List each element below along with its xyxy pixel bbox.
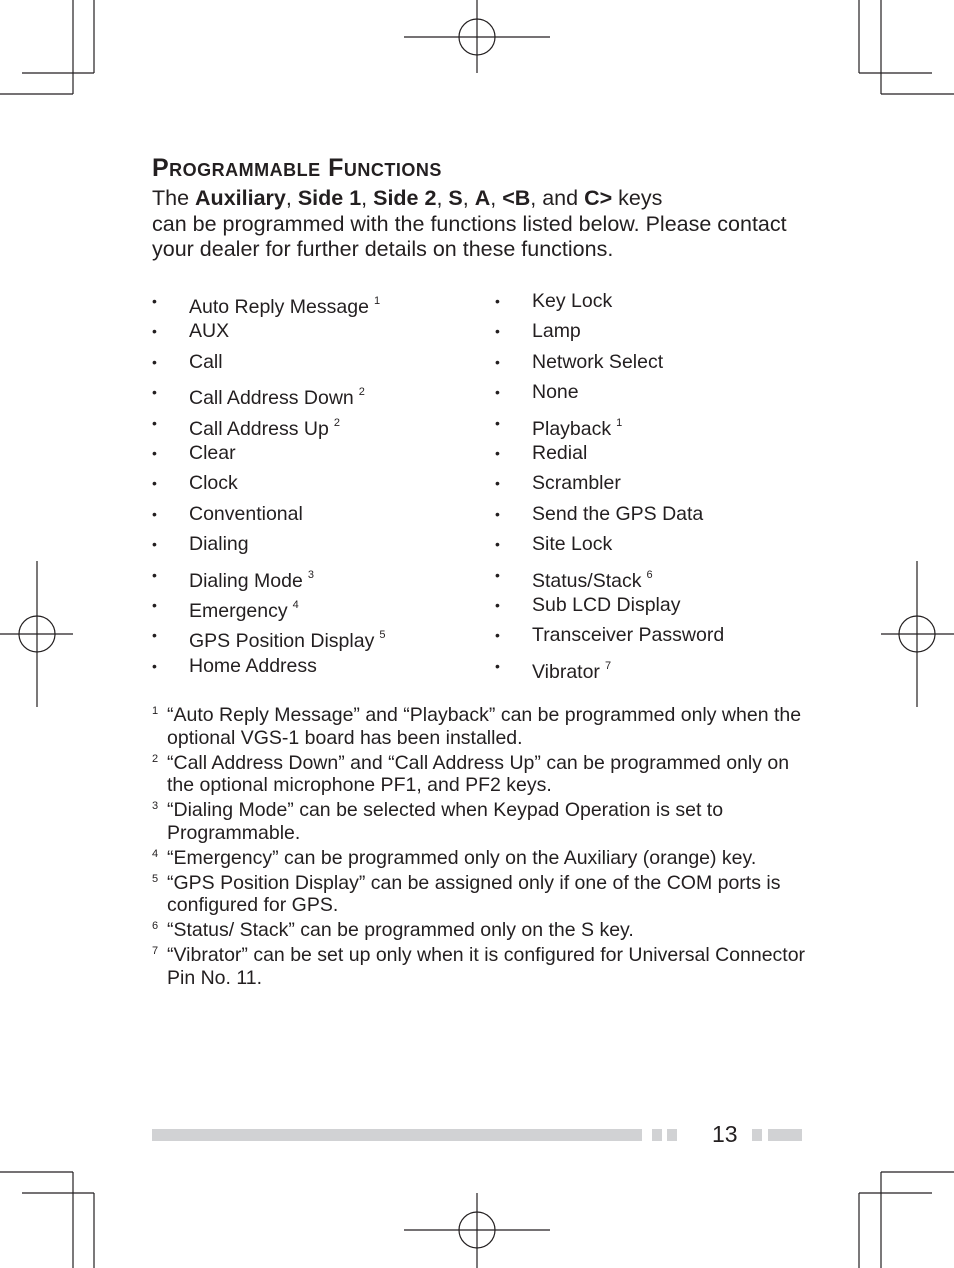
function-name <box>189 501 303 527</box>
bullet-icon: • <box>152 384 157 401</box>
function-name <box>189 379 365 411</box>
key-auxiliary: Auxiliary <box>195 186 286 210</box>
bullet-icon: • <box>495 353 500 370</box>
footnote-marker: 1 <box>373 295 381 307</box>
function-name <box>189 653 317 679</box>
footnote-number: 6 <box>152 920 159 932</box>
footnote-marker: 4 <box>292 598 299 611</box>
bullet-icon: • <box>152 566 157 583</box>
footer-square <box>667 1129 677 1141</box>
bullet-icon: • <box>152 414 157 431</box>
bullet-icon: • <box>152 475 157 492</box>
intro-text: , <box>285 186 298 210</box>
footnote-marker: 2 <box>358 386 365 399</box>
page-number: 13 <box>712 1121 738 1147</box>
footer-bar <box>768 1129 802 1141</box>
intro-text: , <box>462 186 475 210</box>
function-name <box>189 531 249 557</box>
function-label: Sub LCD Display <box>532 593 681 616</box>
key-b: <B <box>502 186 531 210</box>
function-name <box>189 470 238 496</box>
function-label: Send the GPS Data <box>532 502 704 525</box>
bullet-icon: • <box>495 444 500 461</box>
function-name <box>532 379 579 405</box>
function-label: None <box>532 381 579 404</box>
function-name <box>532 440 587 466</box>
function-label: Lamp <box>532 320 581 343</box>
key-side-2: Side 2 <box>373 186 437 210</box>
bullet-icon: • <box>152 293 157 309</box>
function-label: Call <box>189 350 223 373</box>
function-label: Clear <box>189 441 236 464</box>
function-name <box>532 501 703 527</box>
function-label: Call Address Up <box>189 417 329 440</box>
bullet-icon: • <box>495 566 500 583</box>
bullet-icon: • <box>495 596 500 613</box>
footnote-text: “Auto Reply Message” and “Playback” can be programmed only when the optional VGS-1 board has been installed. <box>167 704 802 749</box>
function-label: Conventional <box>189 502 303 525</box>
footnote-text: “Vibrator” can be set up only when it is configured for Universal Connector Pin No. 11. <box>167 944 806 989</box>
bullet-icon: • <box>495 384 500 401</box>
function-label: Scrambler <box>532 472 621 495</box>
bullet-icon: • <box>495 323 500 340</box>
function-label: Auto Reply Message <box>189 296 369 318</box>
function-name <box>532 349 663 375</box>
intro-text: The <box>152 186 196 210</box>
bullet-icon: • <box>495 657 500 674</box>
key-a: A <box>474 186 491 210</box>
function-name <box>189 318 229 344</box>
intro-text: keys <box>612 186 663 210</box>
footnote-marker: 5 <box>379 629 386 642</box>
bullet-icon: • <box>152 353 157 370</box>
bullet-icon: • <box>495 627 500 644</box>
function-label: Emergency <box>189 599 288 622</box>
footnotes <box>152 704 812 992</box>
footnote-number: 2 <box>152 752 159 765</box>
footnote <box>152 752 812 797</box>
key-side-1: Side 1 <box>297 186 362 210</box>
function-name <box>189 622 385 654</box>
function-label: Playback <box>532 417 612 440</box>
function-name <box>532 318 581 344</box>
footnote-marker: 2 <box>333 416 340 429</box>
function-name <box>189 410 340 442</box>
bullet-icon: • <box>152 657 157 674</box>
bullet-icon: • <box>152 536 157 553</box>
function-name <box>532 410 622 442</box>
footnote-text: “Dialing Mode” can be selected when Keypad Operation is set to Programmable. <box>167 799 724 844</box>
function-name <box>532 622 724 648</box>
footnote-number: 7 <box>152 945 159 957</box>
bullet-icon: • <box>495 505 500 522</box>
footnote-number: 1 <box>152 705 159 717</box>
function-label: Vibrator <box>532 660 600 683</box>
function-label: Redial <box>532 441 588 464</box>
function-label: Dialing Mode <box>189 569 303 592</box>
function-name <box>189 440 236 466</box>
intro-text: , <box>361 186 374 210</box>
function-name <box>189 288 380 320</box>
footnote-marker: 6 <box>646 568 653 581</box>
function-name <box>532 562 653 594</box>
footnote <box>152 847 812 870</box>
footnote-text: “Call Address Down” and “Call Address Up” can be programmed only on the optional microphone PF1, and PF2 keys. <box>167 751 790 796</box>
footnote-number: 3 <box>152 800 159 812</box>
function-name <box>189 349 223 375</box>
footnote-number: 5 <box>152 872 159 885</box>
intro-text: , and <box>530 186 585 210</box>
footnote-marker: 3 <box>307 568 314 581</box>
function-label: Site Lock <box>532 533 613 556</box>
intro-text: can be programmed with the functions listed below. Please contact your dealer for further details on these functions. <box>152 211 787 261</box>
bullet-icon: • <box>495 475 500 492</box>
function-label: GPS Position Display <box>189 630 375 653</box>
bullet-icon: • <box>495 536 500 553</box>
function-label: Call Address Down <box>189 387 354 410</box>
footer-bar <box>152 1129 642 1141</box>
function-name <box>532 592 680 618</box>
footnote-marker: 7 <box>604 659 612 672</box>
function-label: Dialing <box>189 533 249 556</box>
footnote <box>152 704 812 749</box>
function-name <box>532 288 612 314</box>
bullet-icon: • <box>152 596 157 613</box>
bullet-icon: • <box>495 414 500 431</box>
intro-paragraph <box>152 186 812 263</box>
bullet-icon: • <box>152 505 157 522</box>
function-name <box>189 592 299 624</box>
footnote-marker: 1 <box>616 416 623 429</box>
function-name <box>532 531 612 557</box>
footnote-text: “Status/ Stack” can be programmed only on the S key. <box>167 919 634 941</box>
footnote-number: 4 <box>152 847 159 860</box>
footnote-text: “GPS Position Display” can be assigned only if one of the COM ports is configured for GPS. <box>167 871 781 916</box>
function-name <box>532 470 621 496</box>
bullet-icon: • <box>152 323 157 340</box>
footer-square <box>752 1129 762 1141</box>
footnote <box>152 919 812 942</box>
key-s: S <box>448 186 463 210</box>
function-label: AUX <box>189 320 230 343</box>
section-title: Programmable Functions <box>152 154 442 182</box>
intro-text: , <box>436 186 449 210</box>
function-label: Key Lock <box>532 290 613 312</box>
bullet-icon: • <box>495 293 500 309</box>
function-label: Status/Stack <box>532 569 642 592</box>
footer-square <box>652 1129 662 1141</box>
function-label: Transceiver Password <box>532 624 725 647</box>
function-label: Network Select <box>532 350 664 373</box>
function-name <box>532 653 611 685</box>
function-name <box>189 562 314 594</box>
intro-text: , <box>490 186 503 210</box>
key-c: C> <box>584 186 613 210</box>
footnote <box>152 944 812 989</box>
function-label: Home Address <box>189 654 317 677</box>
footnote-text: “Emergency” can be programmed only on the Auxiliary (orange) key. <box>167 846 757 869</box>
bullet-icon: • <box>152 444 157 461</box>
function-label: Clock <box>189 472 238 495</box>
footnote <box>152 799 812 844</box>
bullet-icon: • <box>152 627 157 644</box>
footnote <box>152 872 812 917</box>
